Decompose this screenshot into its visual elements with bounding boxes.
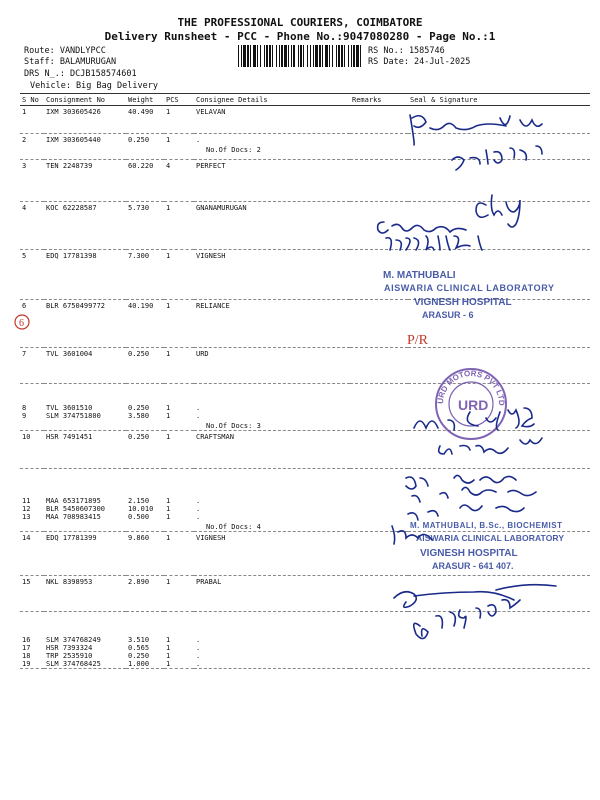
weight-cell <box>126 469 164 532</box>
barcode-bar <box>266 45 268 67</box>
svg-text:AISWARIA CLINICAL LABORATORY: AISWARIA CLINICAL LABORATORY <box>416 533 564 543</box>
weight-cell <box>126 160 164 202</box>
pcs-cell <box>164 106 194 134</box>
sno-cell <box>20 469 44 532</box>
sno-value: 16 <box>22 636 31 644</box>
docs-count: No.Of Docs: 3 <box>206 422 261 430</box>
sno-value: 13 <box>22 513 31 521</box>
weight-value: 0.250 <box>128 433 150 441</box>
consignment-value: NKL 8398953 <box>46 578 93 586</box>
barcode <box>238 45 364 67</box>
svg-text:AISWARIA CLINICAL LABORATORY: AISWARIA CLINICAL LABORATORY <box>384 283 554 293</box>
sno-cell <box>20 300 44 348</box>
pcs-value: 1 <box>166 350 171 358</box>
consignment-cell <box>44 384 126 431</box>
consignment-value: TRP 2535910 <box>46 652 93 660</box>
runsheet-subtitle: Delivery Runsheet - PCC - Phone No.:9047080280 - Page No.:1 <box>104 30 496 43</box>
consignment-value: KOC 62228587 <box>46 204 97 212</box>
weight-value: 0.250 <box>128 652 150 660</box>
consignment-value: SLM 374768249 <box>46 636 101 644</box>
consignee-value: URD <box>196 350 209 358</box>
svg-text:VIGNESH HOSPITAL: VIGNESH HOSPITAL <box>414 297 512 308</box>
weight-value: 3.510 <box>128 636 150 644</box>
barcode-bar <box>303 45 304 67</box>
signature-cell <box>408 348 590 384</box>
consignee-value: . <box>196 404 201 412</box>
weight-value: 7.300 <box>128 252 150 260</box>
svg-text:M. MATHUBALI, B.Sc., BIOCHEMIS: M. MATHUBALI, B.Sc., BIOCHEMIST <box>410 521 562 530</box>
consignee-cell <box>194 250 350 300</box>
weight-value: 1.000 <box>128 660 150 668</box>
barcode-bar <box>264 45 265 67</box>
pcs-value: 1 <box>166 644 171 652</box>
col-remarks: Remarks <box>350 94 408 106</box>
remarks-cell <box>350 250 408 300</box>
docs-count: No.Of Docs: 2 <box>206 146 261 154</box>
consignment-cell <box>44 250 126 300</box>
consignee-value: . <box>196 412 201 420</box>
pcs-value: 4 <box>166 162 171 170</box>
sno-cell <box>20 576 44 612</box>
signature-cell <box>408 250 590 300</box>
pcs-cell <box>164 576 194 612</box>
weight-value: 0.250 <box>128 136 150 144</box>
signature-cell <box>408 300 590 348</box>
weight-value: 9.860 <box>128 534 150 542</box>
sno-value: 12 <box>22 505 31 513</box>
table-row <box>20 300 590 348</box>
pcs-value: 1 <box>166 534 171 542</box>
pr-mark: P/R <box>407 333 429 348</box>
barcode-bar <box>298 45 299 67</box>
remarks-cell <box>350 300 408 348</box>
signature-cell <box>408 134 590 160</box>
svg-text:VIGNESH HOSPITAL: VIGNESH HOSPITAL <box>420 548 518 559</box>
table-row <box>20 431 590 469</box>
sno-cell <box>20 250 44 300</box>
barcode-bar <box>241 45 242 67</box>
pcs-value: 1 <box>166 497 171 505</box>
consignment-value: EDQ 17781398 <box>46 252 97 260</box>
barcode-bar <box>315 45 318 67</box>
svg-text:URD MOTORS PVT LTD: URD MOTORS PVT LTD <box>435 368 507 406</box>
weight-value: 3.580 <box>128 412 150 420</box>
consignment-cell <box>44 106 126 134</box>
sno-cell <box>20 160 44 202</box>
sno-cell <box>20 134 44 160</box>
pcs-value: 1 <box>166 660 171 668</box>
barcode-bar <box>269 45 271 67</box>
sno-value: 5 <box>22 252 27 260</box>
barcode-bar <box>243 45 246 67</box>
barcode-bar <box>338 45 340 67</box>
pcs-value: 1 <box>166 578 171 586</box>
weight-cell <box>126 431 164 469</box>
pcs-cell <box>164 532 194 576</box>
consignee-value: . <box>196 513 201 521</box>
consignment-value: BLR 5450607300 <box>46 505 106 513</box>
barcode-bar <box>293 45 295 67</box>
weight-cell <box>126 612 164 669</box>
barcode-bar <box>353 45 355 67</box>
weight-value: 60.220 <box>128 162 154 170</box>
pcs-value: 1 <box>166 433 171 441</box>
sno-value: 8 <box>22 404 27 412</box>
weight-cell <box>126 384 164 431</box>
barcode-bar <box>332 45 333 67</box>
consignee-value: . <box>196 497 201 505</box>
col-consignee: Consignee Details <box>194 94 350 106</box>
sno-cell <box>20 532 44 576</box>
barcode-bar <box>351 45 352 67</box>
pcs-value: 1 <box>166 136 171 144</box>
consignment-value: MAA 708983415 <box>46 513 101 521</box>
pcs-cell <box>164 348 194 384</box>
signature-cell <box>408 384 590 431</box>
pcs-value: 1 <box>166 302 171 310</box>
barcode-bar <box>288 45 289 67</box>
table-header-row <box>20 94 590 106</box>
consignee-value: CRAFTSMAN <box>196 433 234 441</box>
consignee-value: PRABAL <box>196 578 222 586</box>
weight-cell <box>126 532 164 576</box>
weight-cell <box>126 576 164 612</box>
sno-cell <box>20 431 44 469</box>
consignee-cell <box>194 300 350 348</box>
consignee-cell <box>194 612 350 669</box>
consignment-value: EDQ 17781399 <box>46 534 97 542</box>
route-label: Route: VANDLYPCC <box>24 46 106 56</box>
table-row <box>20 250 590 300</box>
pcs-cell <box>164 160 194 202</box>
barcode-bar <box>238 45 239 67</box>
signature-cell <box>408 469 590 532</box>
sno-value: 1 <box>22 108 27 116</box>
signature-cell <box>408 160 590 202</box>
consignment-cell <box>44 160 126 202</box>
table-row <box>20 106 590 134</box>
pcs-cell <box>164 612 194 669</box>
sno-value: 19 <box>22 660 31 668</box>
consignee-cell <box>194 431 350 469</box>
consignee-value: PERFECT <box>196 162 226 170</box>
barcode-bar <box>360 45 361 67</box>
weight-cell <box>126 106 164 134</box>
consignee-cell <box>194 160 350 202</box>
consignment-cell <box>44 431 126 469</box>
sno-value: 6 <box>22 302 27 310</box>
remarks-cell <box>350 348 408 384</box>
col-sno: S No <box>20 94 44 106</box>
pcs-value: 1 <box>166 412 171 420</box>
sno-value: 11 <box>22 497 31 505</box>
sno-cell <box>20 612 44 669</box>
col-signature: Seal & Signature <box>408 94 590 106</box>
barcode-bar <box>257 45 258 67</box>
consignee-value: . <box>196 660 201 668</box>
docs-count: No.Of Docs: 4 <box>206 523 261 531</box>
consignment-value: TEN 2248739 <box>46 162 93 170</box>
sno-cell <box>20 106 44 134</box>
consignment-cell <box>44 348 126 384</box>
consignee-cell <box>194 469 350 532</box>
consignment-cell <box>44 300 126 348</box>
pcs-value: 1 <box>166 252 171 260</box>
table-row <box>20 202 590 250</box>
remarks-cell <box>350 612 408 669</box>
pcs-value: 1 <box>166 505 171 513</box>
sno-value: 18 <box>22 652 31 660</box>
barcode-bar <box>291 45 292 67</box>
sno-value: 2 <box>22 136 27 144</box>
consignment-value: SLM 374751800 <box>46 412 101 420</box>
remarks-cell <box>350 431 408 469</box>
barcode-bar <box>281 45 283 67</box>
signature-cell <box>408 532 590 576</box>
col-pcs: PCS <box>164 94 194 106</box>
consignee-value: VIGNESH <box>196 534 226 542</box>
pcs-value: 1 <box>166 404 171 412</box>
remarks-cell <box>350 532 408 576</box>
remarks-cell <box>350 384 408 431</box>
signature-cell <box>408 202 590 250</box>
weight-cell <box>126 348 164 384</box>
consignee-value: . <box>196 644 201 652</box>
vehicle-label: Vehicle: Big Bag Delivery <box>30 81 158 91</box>
consignee-cell <box>194 106 350 134</box>
col-weight: Weight <box>126 94 164 106</box>
consignment-value: TVL 3601510 <box>46 404 93 412</box>
svg-text:ARASUR - 6: ARASUR - 6 <box>422 310 474 320</box>
consignee-value: . <box>196 505 201 513</box>
table-row <box>20 469 590 532</box>
signature-cell <box>408 106 590 134</box>
pcs-value: 1 <box>166 513 171 521</box>
signature-cell <box>408 576 590 612</box>
consignee-value: VIGNESH <box>196 252 226 260</box>
drs-label: DRS N_.: DCJB158574601 <box>24 69 137 79</box>
consignee-value: . <box>196 636 201 644</box>
sno-value: 7 <box>22 350 27 358</box>
rs-date: RS Date: 24-Jul-2025 <box>368 57 471 67</box>
sno-value: 4 <box>22 204 27 212</box>
consignee-cell <box>194 348 350 384</box>
consignment-value: IXM 303605440 <box>46 136 101 144</box>
pcs-value: 1 <box>166 108 171 116</box>
barcode-bar <box>247 45 249 67</box>
weight-value: 40.490 <box>128 108 154 116</box>
consignment-value: HSR 7491451 <box>46 433 93 441</box>
table-row <box>20 160 590 202</box>
pcs-value: 1 <box>166 204 171 212</box>
pcs-cell <box>164 431 194 469</box>
weight-value: 5.730 <box>128 204 150 212</box>
table-row <box>20 348 590 384</box>
consignment-value: SLM 374768425 <box>46 660 101 668</box>
consignee-value: VELAVAN <box>196 108 226 116</box>
remarks-cell <box>350 202 408 250</box>
signature-cell <box>408 612 590 669</box>
pcs-cell <box>164 300 194 348</box>
staff-label: Staff: BALAMURUGAN <box>24 57 117 67</box>
barcode-bar <box>260 45 261 67</box>
barcode-bar <box>284 45 287 67</box>
consignee-cell <box>194 134 350 160</box>
weight-cell <box>126 250 164 300</box>
barcode-bar <box>356 45 359 67</box>
sno-value: 10 <box>22 433 31 441</box>
weight-value: 2.150 <box>128 497 150 505</box>
consignee-value: . <box>196 136 201 144</box>
sno-value: 15 <box>22 578 31 586</box>
barcode-bar <box>250 45 251 67</box>
consignment-cell <box>44 202 126 250</box>
pcs-value: 1 <box>166 652 171 660</box>
weight-value: 0.250 <box>128 350 150 358</box>
pcs-cell <box>164 469 194 532</box>
table-row <box>20 612 590 669</box>
consignee-cell <box>194 576 350 612</box>
consignment-value: BLR 6750499772 <box>46 302 106 310</box>
col-consignment: Consignment No <box>44 94 126 106</box>
barcode-bar <box>276 45 277 67</box>
weight-value: 0.565 <box>128 644 150 652</box>
sno-cell <box>20 202 44 250</box>
sno-cell <box>20 348 44 384</box>
remarks-cell <box>350 134 408 160</box>
barcode-bar <box>348 45 349 67</box>
barcode-bar <box>341 45 343 67</box>
pcs-value: 1 <box>166 636 171 644</box>
weight-cell <box>126 300 164 348</box>
pcs-cell <box>164 202 194 250</box>
remarks-cell <box>350 469 408 532</box>
svg-text:M. MATHUBALI: M. MATHUBALI <box>383 270 456 281</box>
company-title: THE PROFESSIONAL COURIERS, COIMBATORE <box>177 16 423 29</box>
consignee-cell <box>194 202 350 250</box>
svg-text:ARASUR - 641 407.: ARASUR - 641 407. <box>432 561 514 571</box>
barcode-bar <box>344 45 345 67</box>
table-row <box>20 532 590 576</box>
remarks-cell <box>350 106 408 134</box>
weight-cell <box>126 134 164 160</box>
consignee-cell <box>194 532 350 576</box>
consignment-cell <box>44 134 126 160</box>
barcode-bar <box>272 45 273 67</box>
consignee-value: . <box>196 652 201 660</box>
remarks-cell <box>350 160 408 202</box>
consignment-value: IXM 303605426 <box>46 108 101 116</box>
pcs-cell <box>164 134 194 160</box>
barcode-bar <box>319 45 321 67</box>
weight-value: 10.010 <box>128 505 154 513</box>
sno-value: 3 <box>22 162 27 170</box>
weight-cell <box>126 202 164 250</box>
weight-value: 0.250 <box>128 404 150 412</box>
barcode-bar <box>253 45 256 67</box>
consignee-value: RELIANCE <box>196 302 230 310</box>
barcode-bar <box>279 45 280 67</box>
barcode-bar <box>300 45 302 67</box>
svg-text:URD: URD <box>458 397 489 413</box>
consignee-value: GNANAMURUGAN <box>196 204 247 212</box>
consignment-cell <box>44 532 126 576</box>
barcode-bar <box>310 45 311 67</box>
runsheet-table <box>20 93 590 669</box>
consignee-cell <box>194 384 350 431</box>
table-row <box>20 134 590 160</box>
rs-number: RS No.: 1585746 <box>368 46 445 56</box>
signature-cell <box>408 431 590 469</box>
consignment-value: HSR 7393324 <box>46 644 93 652</box>
consignment-cell <box>44 576 126 612</box>
barcode-bar <box>307 45 308 67</box>
barcode-bar <box>322 45 323 67</box>
consignment-value: MAA 653171895 <box>46 497 101 505</box>
barcode-bar <box>336 45 337 67</box>
weight-value: 40.190 <box>128 302 154 310</box>
pcs-cell <box>164 250 194 300</box>
barcode-bar <box>329 45 330 67</box>
consignment-value: TVL 3601004 <box>46 350 93 358</box>
table-row <box>20 384 590 431</box>
circled-number: 6 <box>19 318 24 329</box>
table-row <box>20 576 590 612</box>
sno-value: 14 <box>22 534 31 542</box>
weight-value: 0.500 <box>128 513 150 521</box>
pcs-cell <box>164 384 194 431</box>
sno-value: 17 <box>22 644 31 652</box>
sno-value: 9 <box>22 412 27 420</box>
barcode-bar <box>313 45 314 67</box>
weight-value: 2.890 <box>128 578 150 586</box>
consignment-cell <box>44 469 126 532</box>
remarks-cell <box>350 576 408 612</box>
sno-cell <box>20 384 44 431</box>
consignment-cell <box>44 612 126 669</box>
barcode-bar <box>325 45 328 67</box>
